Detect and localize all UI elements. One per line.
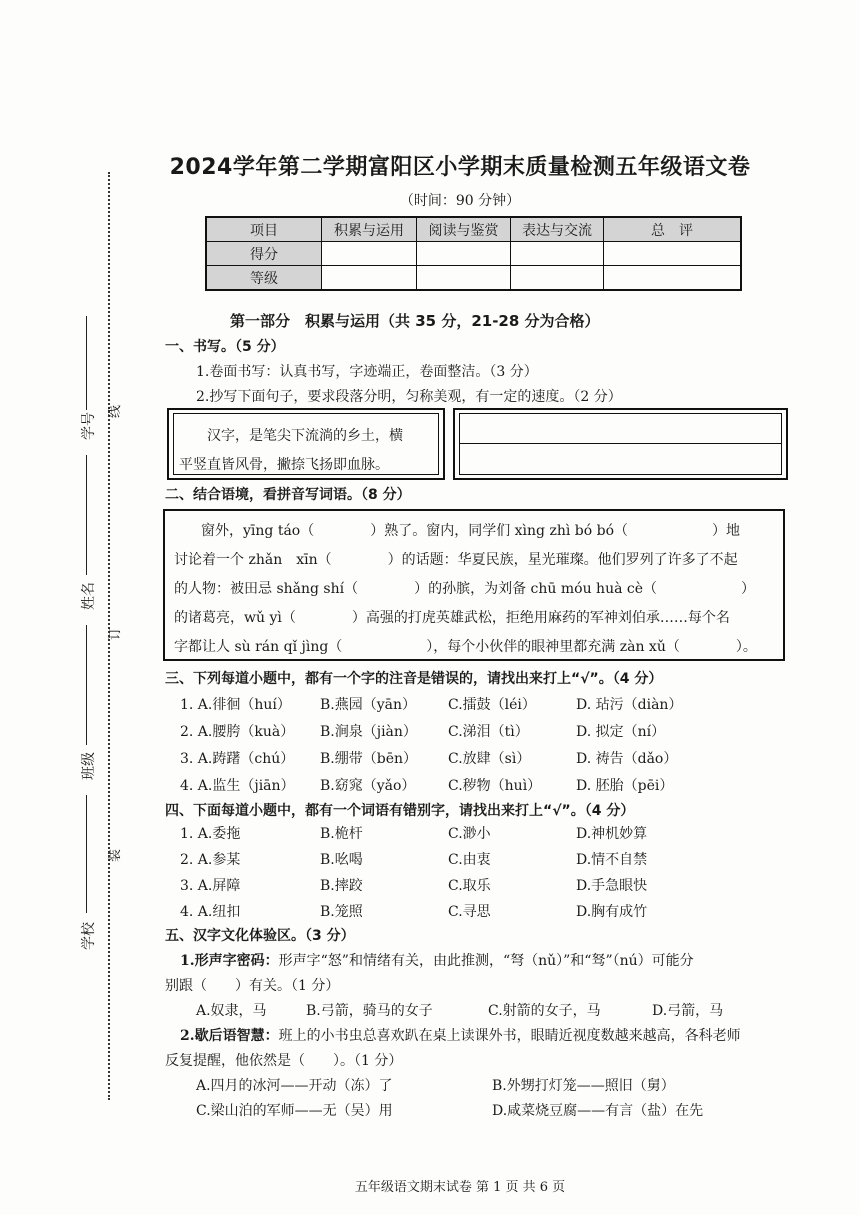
option[interactable]: D.神机妙算 (576, 826, 648, 842)
option[interactable]: 3. A.踌躇（chú） (180, 751, 295, 767)
option[interactable]: B.外甥打灯笼——照旧（舅） (492, 1078, 675, 1094)
option[interactable]: D. 胚胎（pēi） (576, 778, 674, 794)
section1-heading: 一、书写。（5 分） (165, 339, 285, 355)
s3-row (180, 721, 726, 748)
score-cell[interactable] (417, 242, 511, 266)
s4-row (180, 849, 726, 875)
s3-options (180, 694, 726, 802)
s4-row (180, 823, 726, 849)
score-table (205, 216, 742, 291)
s3-row (180, 694, 726, 721)
page-footer: 五年级语文期末试卷 第 1 页 共 6 页 (354, 1180, 566, 1195)
s1-q2: 2.抄写下面句子，要求段落分明，匀称美观，有一定的速度。（2 分） (196, 389, 622, 405)
option[interactable]: A.奴隶，马 (196, 1003, 267, 1019)
s5-q1-text: 形声字“怒”和情绪有关，由此推测，“弩（nǔ）”和“驽”（nú）可能分 (278, 953, 694, 969)
s5-q1-options (196, 1000, 772, 1020)
option[interactable]: C.射箭的女子，马 (488, 1003, 601, 1019)
option[interactable]: B.笼照 (320, 904, 363, 920)
score-cell[interactable] (417, 266, 511, 291)
s3-row (180, 748, 726, 775)
pinyin-passage-box (163, 509, 785, 661)
option[interactable]: 1. A.委拖 (180, 826, 241, 842)
option[interactable]: B.绷带（bēn） (320, 751, 418, 767)
score-header: 积累与运用 (322, 217, 417, 242)
score-row-label: 得分 (206, 242, 322, 266)
passage-line: 窗外，yīng táo（ ）熟了。窗内，同学们 xìng zhì bó bó（ ）地 (201, 523, 741, 539)
option[interactable]: B.吆喝 (320, 852, 363, 868)
option[interactable]: 1. A.徘徊（huí） (180, 697, 291, 713)
option[interactable]: 4. A.纽扣 (180, 904, 241, 920)
copy-answer-box[interactable] (453, 408, 788, 480)
option[interactable]: C.放肆（sì） (448, 751, 531, 767)
side-blank-student-id[interactable] (86, 316, 87, 410)
copy-source-box (167, 408, 445, 480)
score-header: 总 评 (604, 217, 742, 242)
side-blank-school[interactable] (86, 795, 87, 913)
option[interactable]: 3. A.屏障 (180, 878, 241, 894)
passage-line: 的诸葛亮，wǔ yì（ ）高强的打虎英雄武松，拒绝用麻药的军神刘伯承……每个名 (174, 610, 730, 626)
option[interactable]: D.手急眼快 (576, 878, 648, 894)
score-cell[interactable] (511, 266, 604, 291)
side-label-class: 班级 (81, 752, 97, 780)
s5-q1-title: 1.形声字密码： (180, 953, 279, 969)
s5-q1-text2: 别跟（ ）有关。（1 分） (165, 978, 340, 994)
option[interactable]: 2. A.参某 (180, 852, 241, 868)
score-header: 阅读与鉴赏 (417, 217, 511, 242)
option[interactable]: D.胸有成竹 (576, 904, 648, 920)
copy-line1: 汉字，是笔尖下流淌的乡土，横 (207, 428, 403, 444)
side-blank-name[interactable] (86, 455, 87, 575)
score-cell[interactable] (604, 242, 742, 266)
section5-heading: 五、汉字文化体验区。（3 分） (165, 928, 355, 944)
option[interactable]: C.梁山泊的军师——无（吴）用 (196, 1103, 393, 1119)
option[interactable]: C.由衷 (448, 852, 491, 868)
option[interactable]: A.四月的冰河——开动（冻）了 (196, 1078, 393, 1094)
option[interactable]: B.摔跤 (320, 878, 363, 894)
score-cell[interactable] (322, 266, 417, 291)
option[interactable]: B.燕园（yān） (320, 697, 417, 713)
option[interactable]: C.取乐 (448, 878, 491, 894)
side-label-school: 学校 (81, 922, 97, 950)
score-cell[interactable] (322, 242, 417, 266)
s4-row (180, 901, 726, 927)
section2-heading: 二、结合语境，看拼音写词语。（8 分） (165, 487, 411, 503)
s4-options (180, 823, 726, 927)
option[interactable]: B.窈窕（yǎo） (320, 778, 416, 794)
option[interactable]: B.弓箭，骑马的女子 (306, 1003, 433, 1019)
option[interactable]: D. 玷污（diàn） (576, 697, 683, 713)
copy-line2: 平竖直皆风骨，撇捺飞扬即血脉。 (179, 457, 389, 473)
section3-heading: 三、下列每道小题中，都有一个字的注音是错误的，请找出来打上“√”。（4 分） (165, 671, 663, 687)
option[interactable]: C.擂鼓（léi） (448, 697, 536, 713)
option[interactable]: 4. A.监生（jiān） (180, 778, 295, 794)
option[interactable]: D. 祷告（dǎo） (576, 751, 678, 767)
s3-row (180, 775, 726, 802)
passage-line: 字都让人 sù rán qǐ jìng（ ），每个小伙伴的眼神里都充满 zàn xǔ（ ）。 (174, 639, 757, 655)
option[interactable]: B.涧泉（jiàn） (320, 724, 417, 740)
s1-q1: 1.卷面书写：认真书写，字迹端正，卷面整洁。（3 分） (196, 364, 538, 380)
s5-q2-text2: 反复提醒，他依然是（ ）。（1 分） (165, 1053, 403, 1069)
score-row-label: 等级 (206, 266, 322, 291)
s5-q2-title: 2.歇后语智慧： (180, 1028, 279, 1044)
side-mark-zhuang: 装 (108, 848, 123, 862)
option[interactable]: C.寻思 (448, 904, 491, 920)
option[interactable]: B.桅杆 (320, 826, 363, 842)
option[interactable]: C.涕泪（tì） (448, 724, 529, 740)
side-mark-ding: 订 (108, 626, 123, 640)
score-cell[interactable] (604, 266, 742, 291)
passage-line: 讨论着一个 zhǎn xīn（ ）的话题：华夏民族，星光璀璨。他们罗列了许多了不起 (174, 552, 738, 568)
option[interactable]: 2. A.腰胯（kuà） (180, 724, 295, 740)
score-cell[interactable] (511, 242, 604, 266)
side-label-name: 姓名 (81, 582, 97, 610)
option[interactable]: D.咸菜烧豆腐——有言（盐）在先 (492, 1103, 704, 1119)
passage-line: 的人物：被田忌 shǎng shí（ ）的孙膑，为刘备 chū móu huà cè（ ） (174, 581, 756, 597)
option[interactable]: D.情不自禁 (576, 852, 648, 868)
exam-time: （时间：90 分钟） (399, 193, 521, 209)
score-header: 表达与交流 (511, 217, 604, 242)
option[interactable]: C.秽物（huì） (448, 778, 542, 794)
side-blank-class[interactable] (86, 625, 87, 745)
s5-q1 (180, 950, 694, 970)
side-label-student-id: 学号 (81, 412, 97, 440)
s4-row (180, 875, 726, 901)
score-header: 项目 (206, 217, 322, 242)
option[interactable]: D. 拟定（ní） (576, 724, 666, 740)
part1-heading: 第一部分 积累与运用（共 35 分，21-28 分为合格） (230, 312, 600, 330)
side-mark-xian: 线 (108, 404, 123, 418)
option[interactable]: C.渺小 (448, 826, 491, 842)
s5-q2 (180, 1025, 741, 1045)
exam-title: 2024学年第二学期富阳区小学期末质量检测五年级语文卷 (169, 155, 751, 180)
section4-heading: 四、下面每道小题中，都有一个词语有错别字，请找出来打上“√”。（4 分） (165, 803, 635, 819)
s5-q2-text: 班上的小书虫总喜欢趴在桌上读课外书，眼睛近视度数越来越高，各科老师 (278, 1028, 741, 1044)
option[interactable]: D.弓箭，马 (652, 1003, 724, 1019)
